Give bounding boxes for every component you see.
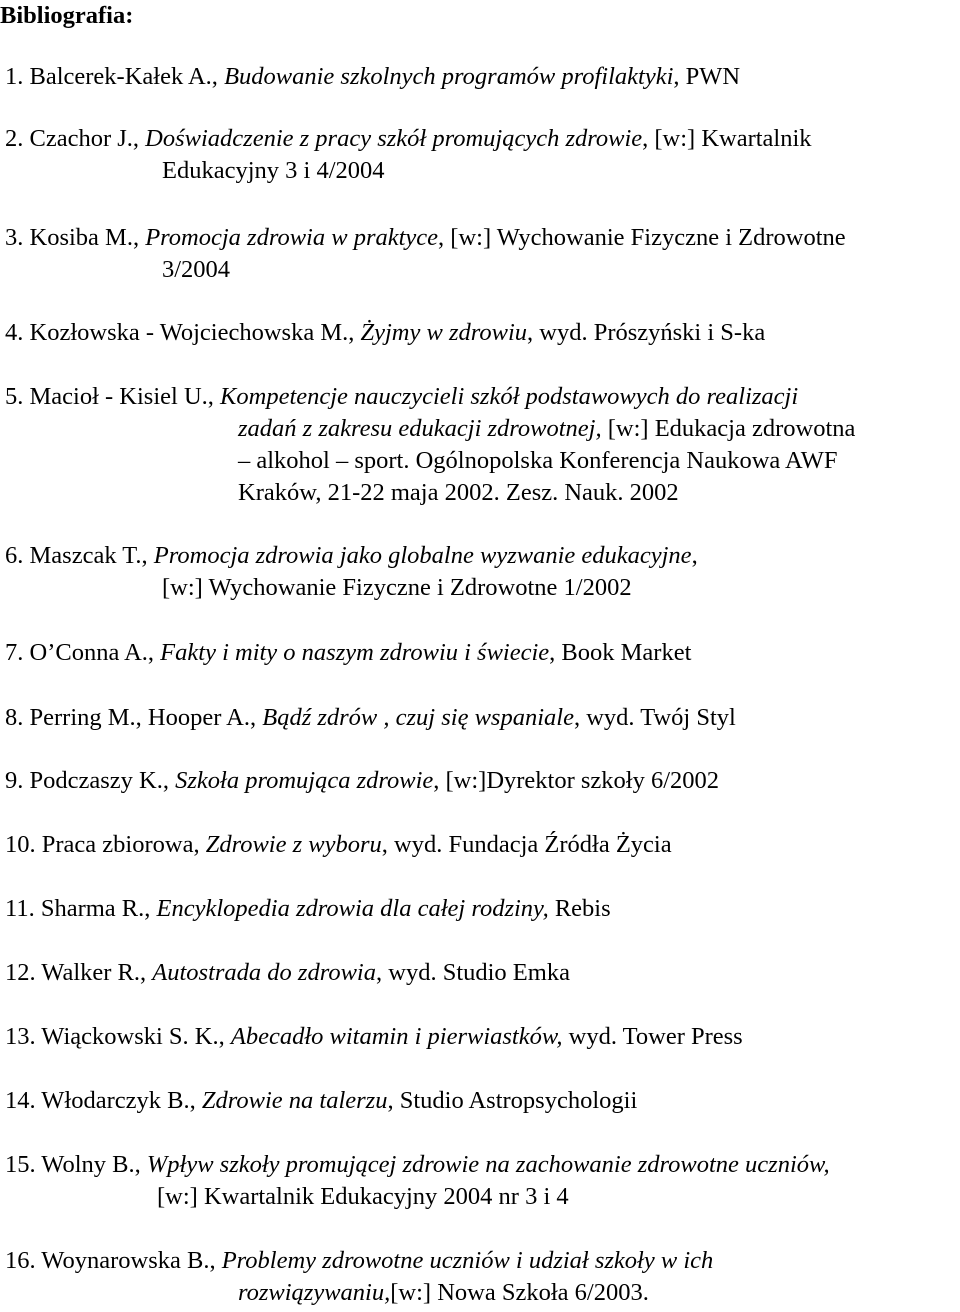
entry-number: 14. [5,1087,36,1114]
entry-number: 8. [5,704,24,731]
entry-author: Walker R., [35,959,153,986]
entry-work-title: Zdrowie na talerzu [201,1087,388,1114]
bibliography-entry [5,829,672,861]
entry-author: Perring M., Hooper A., [23,704,263,731]
entry-number: 2. [5,125,24,152]
bibliography-entry [5,893,611,925]
entry-author: Maszcak T., [23,542,154,569]
entry-work-title: Autostrada do zdrowia [152,959,376,986]
bibliography-entry [5,123,812,187]
entry-work-title: Budowanie szkolnych programów profilaktyki [224,63,674,90]
entry-publisher: , PWN [673,63,741,90]
entry-publisher: Rebis [548,895,611,922]
entry-work-title: Fakty i mity o naszym zdrowiu i świecie [160,639,550,666]
entry-work-title: Zdrowie z wyboru [205,831,382,858]
entry-continuation: [w:] Kwartalnik Edukacyjny 2004 nr 3 i 4 [157,1183,569,1210]
entry-continuation [5,1277,713,1309]
entry-work-title-continued: zadań z zakresu edukacji zdrowotnej, [238,415,602,442]
entry-publisher: , [w:]Dyrektor szkoły 6/2002 [433,767,720,794]
entry-work-title: Żyjmy w zdrowiu [360,319,528,346]
bibliography-entry [5,1245,713,1309]
page-title: Bibliografia: [0,2,134,29]
entry-continuation: [w:] Wychowanie Fizyczne i Zdrowotne 1/2002 [162,574,632,601]
bibliography-entry [5,1021,743,1053]
entry-publisher: , wyd. Twój Styl [573,704,736,731]
bibliography-entry [5,957,570,989]
bibliography-entry [5,540,698,604]
bibliography-entry [5,702,736,734]
entry-number: 9. [5,767,24,794]
bibliography-entry [5,61,740,93]
entry-publisher: , [w:] Kwartalnik [642,125,812,152]
bibliography-entry [5,1085,637,1117]
entry-continuation: – alkohol – sport. Ogólnopolska Konferencja Naukowa AWF [238,447,838,474]
entry-work-title: Promocja zdrowia w praktyce [145,224,439,251]
entry-author: Praca zbiorowa, [35,831,206,858]
entry-author: O’Conna A., [23,639,161,666]
entry-work-title: Doświadczenie z pracy szkół promujących zdrowie [145,125,643,152]
entry-publisher: , Book Market [549,639,692,666]
entry-publisher: , Studio Astropsychologii [387,1087,638,1114]
bibliography-entry [5,317,765,349]
entry-source: [w:] Nowa Szkoła 6/2003. [390,1279,649,1306]
entry-source: [w:] Edukacja zdrowotna [601,415,856,442]
entry-number: 12. [5,959,36,986]
entry-author: Balcerek-Kałek A., [23,63,225,90]
entry-work-title: Kompetencje nauczycieli szkół podstawowych do realizacji [220,383,799,410]
entry-number: 7. [5,639,24,666]
entry-continuation: Kraków, 21-22 maja 2002. Zesz. Nauk. 2002 [238,479,679,506]
entry-author: Wolny B., [35,1151,147,1178]
entry-work-title: Encyklopedia zdrowia dla całej rodziny, [156,895,549,922]
entry-number: 1. [5,63,24,90]
entry-author: Włodarczyk B., [35,1087,202,1114]
entry-number: 10. [5,831,36,858]
entry-publisher: , wyd. Fundacja Źródła Życia [381,831,672,858]
entry-author: Kozłowska - Wojciechowska M., [23,319,361,346]
entry-author: Podczaszy K., [23,767,176,794]
entry-work-title: Abecadło witamin i pierwiastków, [230,1023,563,1050]
entry-publisher: wyd. Tower Press [562,1023,743,1050]
bibliography-entry [5,381,855,509]
entry-work-title: Szkoła promująca zdrowie [175,767,434,794]
entry-author: Wiąckowski S. K., [35,1023,231,1050]
entry-work-title: Problemy zdrowotne uczniów i udział szkoły w ich [221,1247,714,1274]
bibliography-entry [5,1149,830,1213]
entry-author: Macioł - Kisiel U., [23,383,221,410]
entry-continuation [5,413,855,445]
entry-number: 13. [5,1023,36,1050]
entry-author: Kosiba M., [23,224,146,251]
entry-author: Sharma R., [34,895,157,922]
entry-number: 5. [5,383,24,410]
entry-work-title-continued: rozwiązywaniu, [238,1279,391,1306]
entry-work-title: Bądź zdrów , czuj się wspaniale [262,704,574,731]
entry-author: Czachor J., [23,125,146,152]
entry-number: 15. [5,1151,36,1178]
entry-number: 6. [5,542,24,569]
entry-continuation: Edukacyjny 3 i 4/2004 [162,157,385,184]
entry-continuation: 3/2004 [162,256,231,283]
entry-author: Woynarowska B., [35,1247,222,1274]
entry-publisher: , [691,542,698,569]
bibliography-entry [5,637,691,669]
entry-number: 3. [5,224,24,251]
entry-publisher: , wyd. Studio Emka [376,959,570,986]
entry-publisher: , [w:] Wychowanie Fizyczne i Zdrowotne [438,224,846,251]
bibliography-entry [5,222,846,286]
entry-publisher: , wyd. Prószyński i S-ka [527,319,766,346]
entry-work-title: Wpływ szkoły promującej zdrowie na zachowanie zdrowotne uczniów, [146,1151,830,1178]
entry-work-title: Promocja zdrowia jako globalne wyzwanie edukacyjne [153,542,692,569]
entry-number: 4. [5,319,24,346]
bibliography-entry [5,765,719,797]
entry-number: 16. [5,1247,36,1274]
entry-number: 11. [5,895,35,922]
